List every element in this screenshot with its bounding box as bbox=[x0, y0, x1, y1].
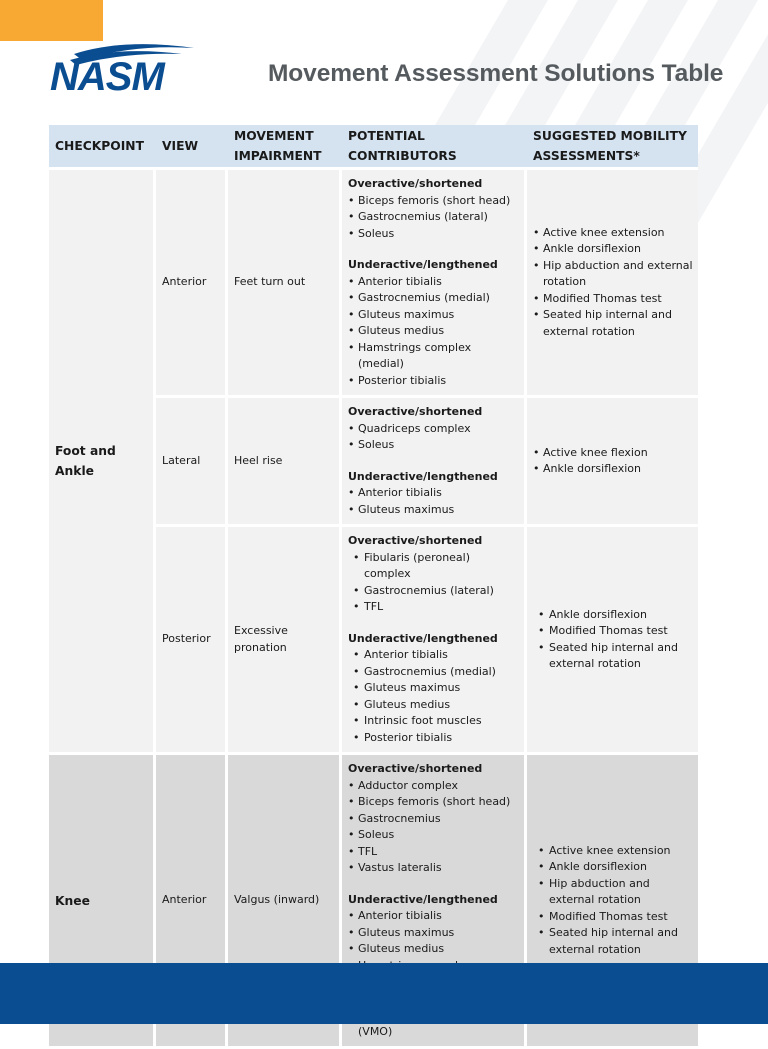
list-item: • Intrinsic foot muscles bbox=[348, 713, 519, 730]
list-item: • Gluteus medius bbox=[348, 323, 519, 340]
bullet-list bbox=[348, 647, 519, 746]
bullet-list bbox=[533, 843, 693, 959]
spacer bbox=[348, 242, 519, 257]
list-item: • Anterior tibialis bbox=[348, 274, 519, 291]
bullet-list bbox=[348, 550, 519, 616]
list-item: • Modified Thomas test bbox=[533, 291, 693, 308]
list-item: • Gluteus maximus bbox=[348, 307, 519, 324]
header-view: VIEW bbox=[156, 125, 228, 170]
table-row bbox=[49, 170, 698, 398]
view-cell: Posterior bbox=[156, 527, 228, 755]
list-item: • Biceps femoris (short head) bbox=[348, 794, 519, 811]
list-item: • Hip abduction and external rotation bbox=[533, 258, 693, 291]
list-item: • Anterior tibialis bbox=[348, 908, 519, 925]
spacer bbox=[348, 616, 519, 631]
list-item: • Gluteus medius bbox=[348, 697, 519, 714]
view-cell: Anterior bbox=[156, 170, 228, 398]
list-item: • Active knee extension bbox=[533, 843, 693, 860]
impairment-cell: Valgus (inward) bbox=[228, 755, 342, 1049]
bullet-list bbox=[348, 778, 519, 877]
bullet-list bbox=[348, 193, 519, 243]
underactive-label: Underactive/lengthened bbox=[348, 258, 498, 271]
list-item: • Gastrocnemius bbox=[348, 811, 519, 828]
list-item: • Hip abduction and external rotation bbox=[533, 876, 693, 909]
bullet-list bbox=[348, 421, 519, 454]
list-item: • Gastrocnemius (lateral) bbox=[348, 209, 519, 226]
list-item: • Ankle dorsiflexion bbox=[533, 461, 693, 478]
list-item: • Active knee flexion bbox=[533, 445, 693, 462]
assessments-cell bbox=[527, 527, 698, 755]
impairment-cell: Heel rise bbox=[228, 398, 342, 527]
bullet-list bbox=[533, 607, 693, 673]
nasm-logo bbox=[44, 40, 204, 94]
assessment-table bbox=[49, 125, 698, 1049]
list-item: • Anterior tibialis bbox=[348, 647, 519, 664]
list-item: • Posterior tibialis bbox=[348, 730, 519, 747]
header-suggested-assessments: SUGGESTED MOBILITY ASSESSMENTS* bbox=[527, 125, 698, 170]
list-item: • Modified Thomas test bbox=[533, 909, 693, 926]
list-item: • Ankle dorsiflexion bbox=[533, 859, 693, 876]
list-item: • Anterior tibialis bbox=[348, 485, 519, 502]
accent-tab bbox=[0, 0, 103, 41]
spacer bbox=[348, 877, 519, 892]
list-item: • Ankle dorsiflexion bbox=[533, 607, 693, 624]
list-item: • Gluteus maximus bbox=[348, 680, 519, 697]
underactive-label: Underactive/lengthened bbox=[348, 469, 498, 483]
list-item: • (VMO) bbox=[348, 1007, 519, 1040]
contributors-cell bbox=[342, 398, 527, 527]
footer-bar bbox=[0, 963, 768, 1024]
list-item: • Gastrocnemius (medial) bbox=[348, 290, 519, 307]
header-potential-contributors: POTENTIAL CONTRIBUTORS bbox=[342, 125, 527, 170]
list-item: • Gastrocnemius (medial) bbox=[348, 664, 519, 681]
assessments-cell bbox=[527, 398, 698, 527]
checkpoint-cell: Foot and Ankle bbox=[49, 170, 156, 755]
list-item: • Gluteus medius bbox=[348, 941, 519, 958]
list-item: • Seated hip internal and external rotation bbox=[533, 640, 693, 673]
list-item: • Adductor complex bbox=[348, 778, 519, 795]
view-cell: Anterior bbox=[156, 755, 228, 1049]
list-item: • Vastus lateralis bbox=[348, 860, 519, 877]
underactive-label: Underactive/lengthened bbox=[348, 631, 498, 645]
view-cell: Lateral bbox=[156, 398, 228, 527]
list-item: • Modified Thomas test bbox=[533, 623, 693, 640]
list-item: • Soleus bbox=[348, 437, 519, 454]
assessments-cell bbox=[527, 170, 698, 398]
bullet-list bbox=[533, 445, 693, 478]
contributors-cell bbox=[342, 170, 527, 398]
table-header-row bbox=[49, 125, 698, 170]
bullet-list bbox=[348, 485, 519, 518]
list-item: • Hamstrings complex (medial) bbox=[348, 340, 519, 373]
header-movement-impairment: MOVEMENT IMPAIRMENT bbox=[228, 125, 342, 170]
overactive-label: Overactive/shortened bbox=[348, 177, 483, 190]
list-item: • Quadriceps complex bbox=[348, 421, 519, 438]
list-item: • TFL bbox=[348, 844, 519, 861]
list-item: • Biceps femoris (short head) bbox=[348, 193, 519, 210]
list-item: • Active knee extension bbox=[533, 225, 693, 242]
overactive-label: Overactive/shortened bbox=[348, 534, 483, 547]
list-item: • Gluteus maximus bbox=[348, 502, 519, 519]
header-checkpoint: CHECKPOINT bbox=[49, 125, 156, 170]
overactive-label: Overactive/shortened bbox=[348, 405, 483, 418]
bullet-list bbox=[533, 225, 693, 341]
overactive-label: Overactive/shortened bbox=[348, 762, 483, 775]
list-item: • Soleus bbox=[348, 226, 519, 243]
contributors-cell bbox=[342, 527, 527, 755]
checkpoint-cell: Knee bbox=[49, 755, 156, 1049]
underactive-label: Underactive/lengthened bbox=[348, 892, 498, 906]
list-item: • Seated hip internal and external rotation bbox=[533, 925, 693, 958]
list-item: • TFL bbox=[348, 599, 519, 616]
page-title: Movement Assessment Solutions Table bbox=[268, 60, 724, 87]
impairment-cell: Feet turn out bbox=[228, 170, 342, 398]
list-item: • Gluteus maximus bbox=[348, 925, 519, 942]
bullet-list bbox=[348, 274, 519, 390]
impairment-cell: Excessive pronation bbox=[228, 527, 342, 755]
list-item: • Posterior tibialis bbox=[348, 373, 519, 390]
list-item: • Gastrocnemius (lateral) bbox=[348, 583, 519, 600]
list-item: • Seated hip internal and external rotation bbox=[533, 307, 693, 340]
list-item: • Soleus bbox=[348, 827, 519, 844]
spacer bbox=[348, 454, 519, 469]
list-item: • Ankle dorsiflexion bbox=[533, 241, 693, 258]
svg-text:NASM: NASM bbox=[50, 55, 164, 94]
list-item: • Fibularis (peroneal) complex bbox=[348, 550, 519, 583]
